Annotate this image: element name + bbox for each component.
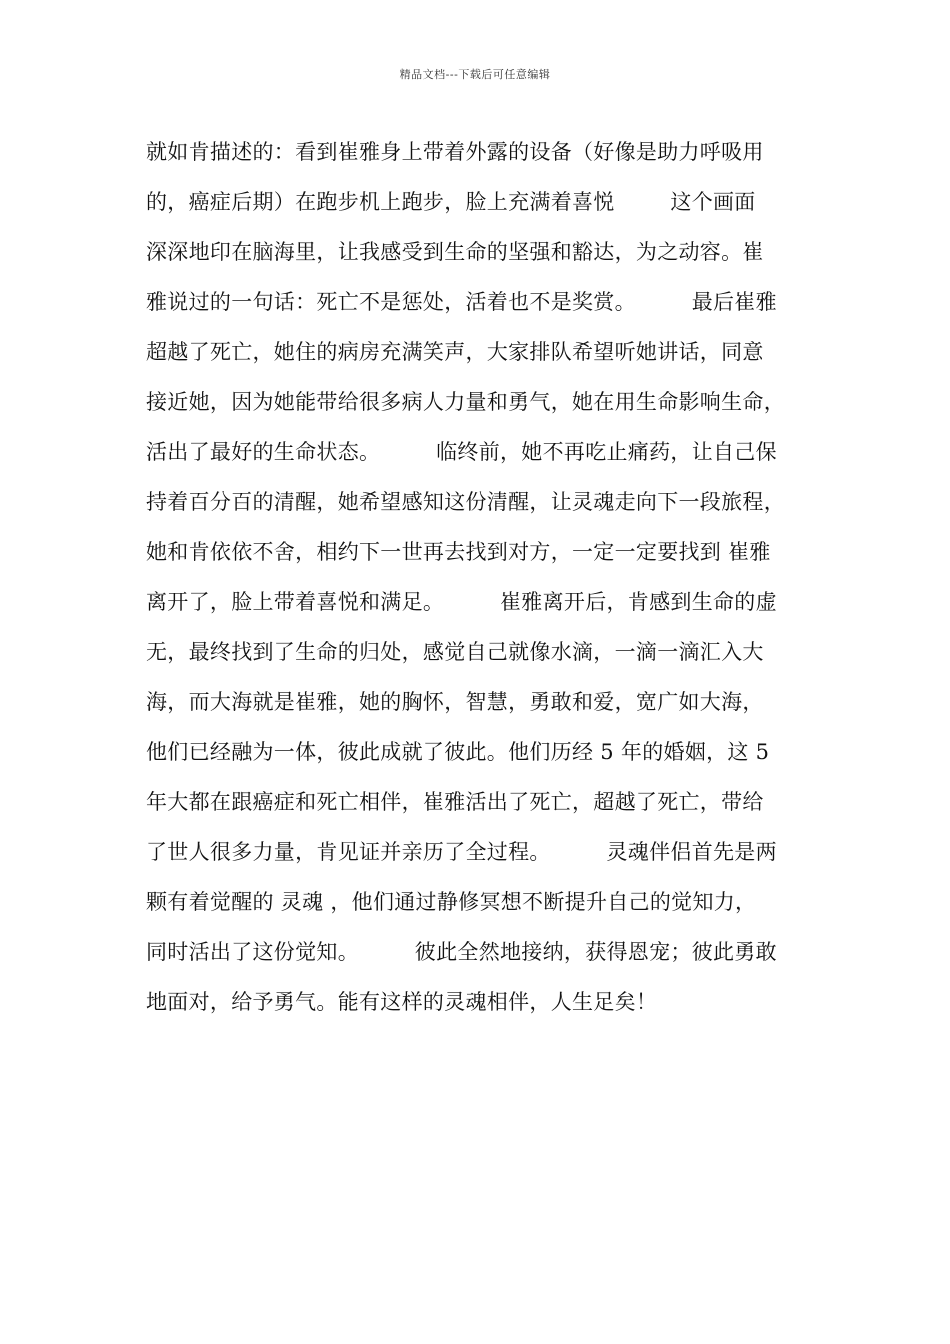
text-line: 她和肯依依不舍，相约下一世再去找到对方，一定一定要找到 崔雅 — [146, 540, 771, 564]
text-line: 接近她，因为她能带给很多病人力量和勇气，她在用生命影响生命， — [146, 390, 785, 414]
text-line: 了世人很多力量，肯见证并亲历了全过程。 灵魂伴侣首先是两 — [146, 840, 777, 864]
text-line: 的，癌症后期）在跑步机上跑步，脸上充满着喜悦 这个画面 — [146, 190, 756, 214]
text-line: 深深地印在脑海里，让我感受到生命的坚强和豁达，为之动容。崔 — [146, 240, 764, 264]
text-line: 超越了死亡，她住的病房充满笑声，大家排队希望听她讲话，同意 — [146, 340, 764, 364]
text-line: 持着百分百的清醒，她希望感知这份清醒，让灵魂走向下一段旅程， — [146, 490, 785, 514]
text-line: 地面对，给予勇气。能有这样的灵魂相伴，人生足矣！ — [146, 990, 658, 1014]
page-header: 精品文档---下载后可任意编辑 — [399, 68, 551, 81]
text-line: 离开了，脸上带着喜悦和满足。 崔雅离开后，肯感到生命的虚 — [146, 590, 777, 614]
text-line: 雅说过的一句话：死亡不是惩处，活着也不是奖赏。 最后崔雅 — [146, 290, 777, 314]
body-text — [146, 134, 836, 1034]
text-line: 颗有着觉醒的 灵魂 ，他们通过静修冥想不断提升自己的觉知力， — [146, 890, 757, 914]
text-line: 他们已经融为一体，彼此成就了彼此。他们历经 5 年的婚姻，这 5 — [146, 740, 770, 764]
text-line: 同时活出了这份觉知。 彼此全然地接纳，获得恩宠；彼此勇敢 — [146, 940, 777, 964]
text-line: 活出了最好的生命状态。 临终前，她不再吃止痛药，让自己保 — [146, 440, 777, 464]
text-line: 海，而大海就是崔雅，她的胸怀，智慧，勇敢和爱，宽广如大海， — [146, 690, 764, 714]
text-line: 就如肯描述的：看到崔雅身上带着外露的设备（好像是助力呼吸用 — [146, 140, 764, 164]
text-line: 无，最终找到了生命的归处，感觉自己就像水滴，一滴一滴汇入大 — [146, 640, 764, 664]
text-line: 年大都在跟癌症和死亡相伴，崔雅活出了死亡，超越了死亡，带给 — [146, 790, 764, 814]
